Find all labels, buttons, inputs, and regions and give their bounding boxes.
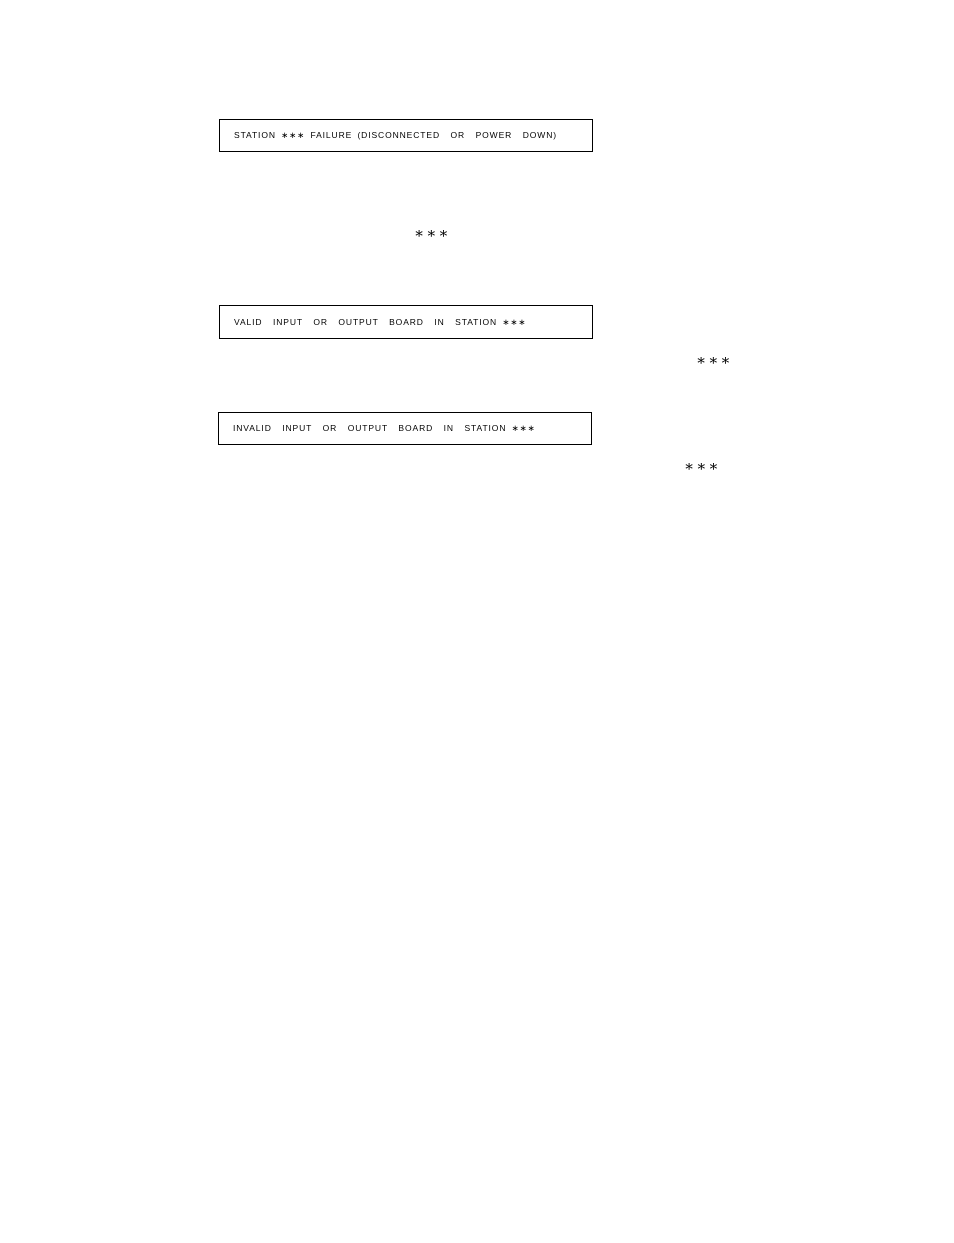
station-failure-message-text: STATION ∗∗∗ FAILURE (DISCONNECTED OR POWER DOWN): [234, 130, 557, 140]
valid-board-station-placeholder: ∗∗∗: [696, 351, 733, 369]
invalid-board-station-placeholder: ∗∗∗: [684, 457, 721, 475]
invalid-board-message-text: INVALID INPUT OR OUTPUT BOARD IN STATION ∗∗∗: [233, 423, 536, 433]
station-failure-message-box: [219, 119, 593, 152]
station-number-placeholder: ∗∗∗: [414, 224, 451, 242]
invalid-board-message-box: [218, 412, 592, 445]
valid-board-message-box: [219, 305, 593, 339]
valid-board-message-text: VALID INPUT OR OUTPUT BOARD IN STATION ∗∗∗: [234, 316, 527, 327]
